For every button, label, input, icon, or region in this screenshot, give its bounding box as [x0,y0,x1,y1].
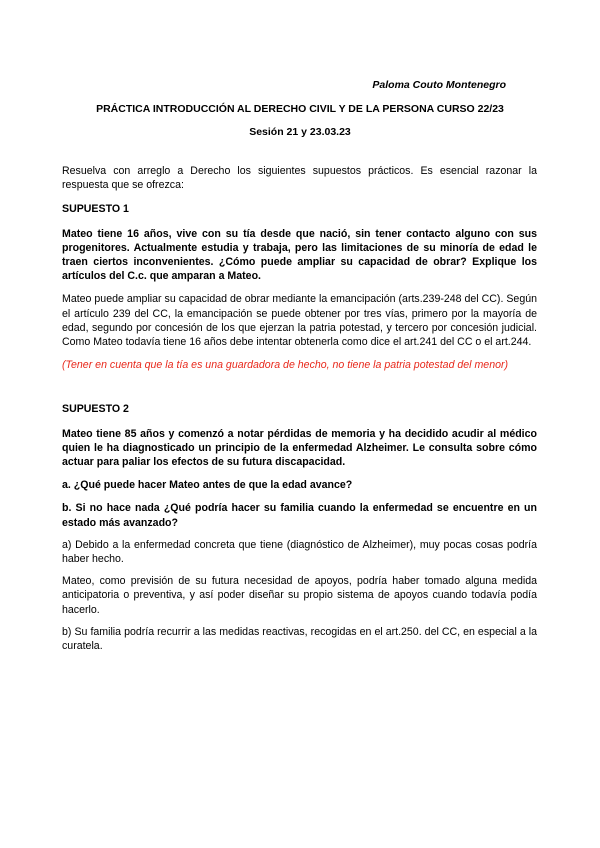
intro-paragraph: Resuelva con arreglo a Derecho los siguientes supuestos prácticos. Es esencial razonar la respuesta que se ofrezca: [62,165,537,192]
session-date: Sesión 21 y 23.03.23 [249,126,351,138]
supuesto-2-question: Mateo tiene 85 años y comenzó a notar pérdidas de memoria y ha decidido acudir al médico quien le ha diagnosticado un principio de la enfermedad Alzheimer. Le consulta sobre cómo actuar para paliar los efectos de su futura discapacidad. [62,427,537,469]
supuesto-2-question-a: a. ¿Qué puede hacer Mateo antes de que la edad avance? [62,479,353,492]
supuesto-1-heading: SUPUESTO 1 [62,203,129,216]
author-name: Paloma Couto Montenegro [372,79,506,91]
supuesto-1-answer: Mateo puede ampliar su capacidad de obrar mediante la emancipación (arts.239-248 del CC). Según el artículo 239 del CC, la emancipación se puede obtener por tres vías, primero por la mayoría de edad, segundo por concesión de los que ejerzan la patria potestad, y tercero por concesión judicial. Como Mateo todavía tiene 16 años debe intentar obtenerla como dice el art.241 del CC o el art.244. [62,293,537,349]
document-body [62,164,537,653]
supuesto-2-answer-b: b) Su familia podría recurrir a las medidas reactivas, recogidas en el art.250. del CC, en especial a la curatela. [62,625,537,653]
supuesto-1-question: Mateo tiene 16 años, vive con su tía desde que nació, sin tener contacto alguno con sus progenitores. Actualmente estudia y trabaja, pero las limitaciones de su minoría de edad le traen ciertos inconvenientes. ¿Cómo puede ampliar su capacidad de obrar? Explique los artículos del C.c. que amparan a Mateo. [62,227,537,283]
supuesto-2-answer-a2: Mateo, como previsión de su futura necesidad de apoyos, podría haber tomado alguna medida anticipatoria o preventiva, y así poder diseñar su propio sistema de apoyos cuando todavía podía hacerlo. [62,575,537,616]
supuesto-2-heading: SUPUESTO 2 [62,403,129,416]
supuesto-2-question-b: b. Si no hace nada ¿Qué podría hacer su familia cuando la enfermedad se encuentre en un estado más avanzado? [62,502,537,529]
document-title: PRÁCTICA INTRODUCCIÓN AL DERECHO CIVIL Y DE LA PERSONA CURSO 22/23 [96,103,504,115]
supuesto-1-note: (Tener en cuenta que la tía es una guardadora de hecho, no tiene la patria potestad del menor) [62,359,509,372]
supuesto-2-answer-a: a) Debido a la enfermedad concreta que tiene (diagnóstico de Alzheimer), muy pocas cosas podría haber hecho. [62,538,537,566]
